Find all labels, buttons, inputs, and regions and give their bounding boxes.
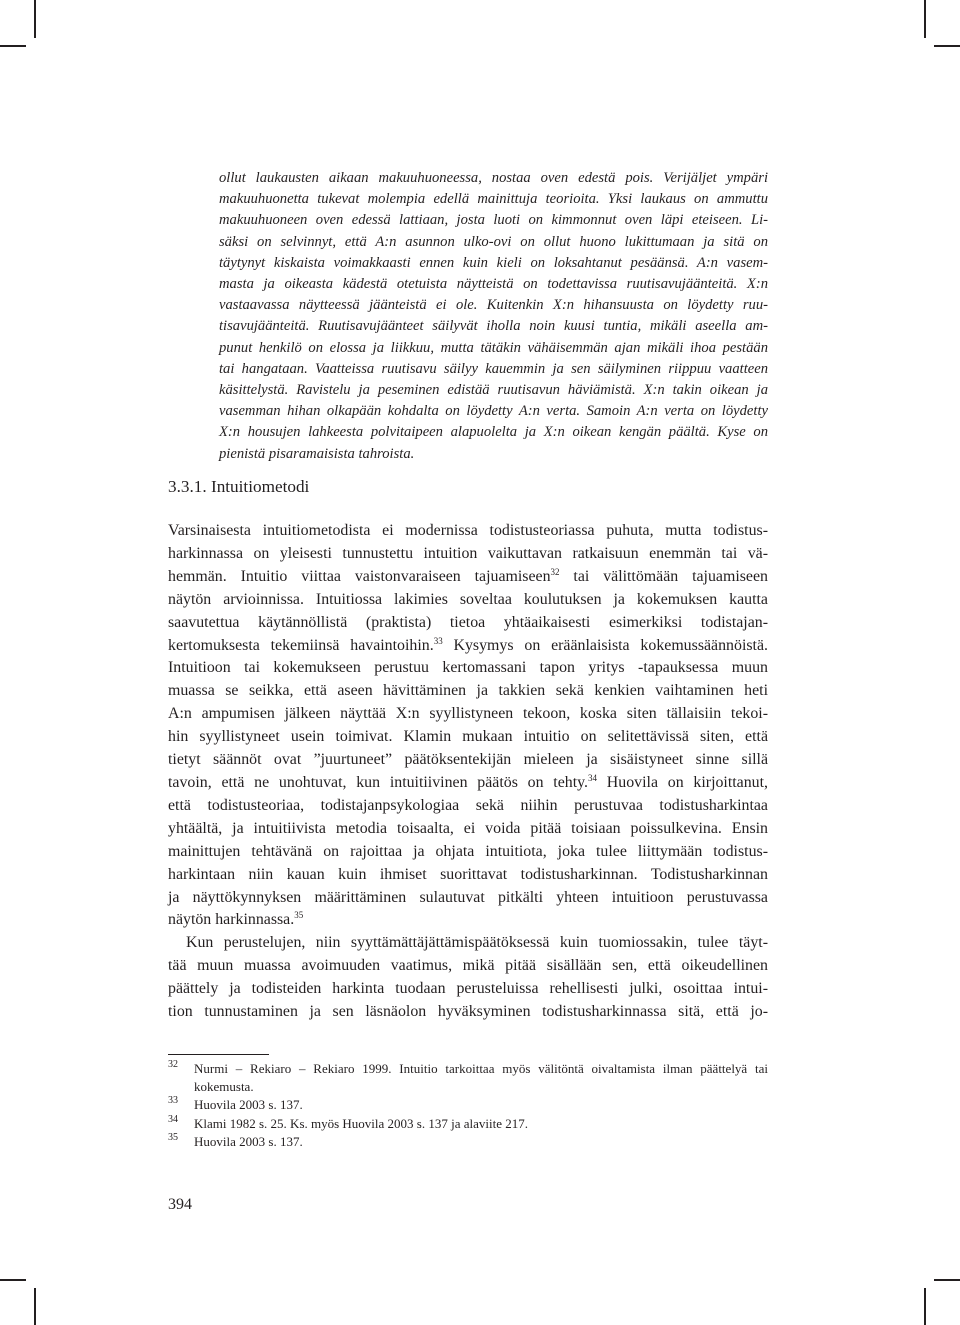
footnote-number: 32 [168, 1059, 178, 1070]
body-line: tavoin, että ne unohtuvat, kun intuitiivinen päätös on tehty.$^{34}$ Huovila on kirjoittanut, [168, 772, 769, 791]
body-line: harkintaan niin kauan kuin ihmiset suorittavat todistusharkinnan. Todistusharkinnan [168, 865, 768, 883]
body-line: mainittujen tehtävänä on rajoittaa ja ohjata intuitiota, joka tulee liittymään todistus- [168, 842, 768, 860]
footnote-32 [168, 1060, 768, 1096]
crop-mark-top-right-horizontal [934, 45, 960, 47]
footnote-number: 34 [168, 1113, 178, 1125]
case-description-quote [219, 168, 768, 465]
footnote-34 [168, 1115, 768, 1133]
body-line: tion tunnustaminen ja sen läsnäolon hyväksyminen todistusharkinnassa sitä, että jo- [168, 1003, 768, 1021]
footnotes [168, 1060, 768, 1151]
crop-mark-bottom-right-vertical [924, 1288, 926, 1325]
crop-mark-top-left-horizontal [0, 45, 26, 47]
footnote-text: Huovila 2003 s. 137. [194, 1133, 303, 1149]
quote-line: täytynyt kiskaista voimakkaasti ennen kuin kieli on loksahtanut pesäänsä. A:n vasem- [219, 254, 768, 271]
body-line: että todistusteoriaa, todistajanpsykologiaa sekä niihin perustuvaa todistusharkintaa [168, 796, 768, 814]
crop-mark-top-left-vertical [34, 0, 36, 38]
quote-line: ollut laukausten aikaan makuuhuoneessa, nostaa oven edestä pois. Verijäljet ympäri [219, 170, 768, 186]
quote-line: vasemman hihan olkapään kohdalta on löydetty A:n verta. Samoin A:n verta on löydetty [219, 403, 768, 420]
footnote-text: Nurmi – Rekiaro – Rekiaro 1999. Intuitio tarkoittaa myös välitöntä oivaltamista ilman päättelyä tai [194, 1061, 768, 1076]
body-line: yhtäältä, ja intuitiivista metodia toisaalta, ei voida pitää toisiaan poissulkevina. Ensin [168, 819, 768, 837]
body-line: kertomuksesta tekemiinsä havaintoihin.$^{33}$ Kysymys on eräänlaisista kokemussäännöistä. [168, 635, 768, 654]
quote-line: käsittelystä. Ravistelu ja peseminen edistää ruutisavun häviämistä. X:n takin oikean ja [219, 382, 768, 399]
section-heading: 3.3.1. Intuitiometodi [168, 477, 310, 496]
body-line: näytön harkinnassa.$^{35}$ [168, 910, 304, 929]
page-number: 394 [168, 1196, 192, 1213]
body-line: ja näyttökynnyksen määrittäminen sulautuvat pitkälti yhteen intuitioon perustuvassa [168, 888, 768, 906]
body-text [168, 520, 768, 1024]
quote-line: pienistä pisaramaisista tahroista. [219, 445, 415, 462]
footnote-number: 35 [168, 1131, 178, 1143]
quote-line: tisavujäänteitä. Ruutisavujäänteet säilyvät iholla noin kuusi tuntia, mikäli aseella am- [219, 318, 768, 335]
crop-mark-top-right-vertical [924, 0, 926, 38]
footnote-number: 33 [168, 1095, 178, 1107]
body-line: hemmän. Intuitio viittaa vaistonvaraiseen tajuamiseen$^{32}$ tai välittömään tajuamiseen [168, 566, 768, 585]
quote-line: vastaavassa näytteessä jäänteistä ei ole. Kuitenkin X:n hihansuusta on löydetty ruu- [219, 297, 768, 314]
crop-mark-bottom-right-horizontal [934, 1279, 960, 1281]
body-line: saavutettua käytännöllistä (praktista) tietoa yhtäaikaisesti esimerkiksi todistajan- [168, 613, 768, 631]
footnote-ref-35[interactable]: 35 [294, 910, 304, 921]
footnote-33 [168, 1096, 768, 1114]
body-line: näytön arvioinnissa. Intuitiossa lakimies soveltaa koulutuksen ja kokemuksen kautta [168, 590, 768, 608]
crop-mark-bottom-left-vertical [34, 1288, 36, 1325]
body-line: tää muun muassa avoimuuden vaatimus, mikä pitää sisällään sen, että oikeudellinen [168, 957, 768, 975]
body-line: Varsinaisesta intuitiometodista ei modernissa todistusteoriassa puhuta, mutta todistus- [168, 522, 768, 539]
footnote-ref-32[interactable]: 32 [550, 566, 560, 577]
footnote-separator [168, 1054, 269, 1055]
footnote-35 [168, 1133, 768, 1151]
footnote-text: kokemusta. [194, 1079, 254, 1095]
quote-line: säksi on selvinnyt, että A:n asunnon ulko-ovi on ollut huono lukittumaan ja sitä on [219, 233, 768, 250]
quote-line: X:n housujen lahkeesta polvitaipeen alapuolelta ja X:n oikean kengän päältä. Kyse on [219, 424, 768, 441]
quote-line: masta ja oikeasta kädestä otetuista näytteistä on todettavissa ruutisavujäänteitä. X:n [219, 276, 768, 293]
footnote-text: Huovila 2003 s. 137. [194, 1097, 303, 1113]
footnote-ref-34[interactable]: 34 [588, 772, 598, 783]
body-line: hin syyllistyneet usein toimivat. Klamin mukaan intuitio on selitettävissä siten, että [168, 728, 768, 746]
body-line: muassa se seikka, että aseen hävittäminen ja takkien sekä kenkien vaihtaminen heti [168, 682, 768, 700]
quote-line: makuuhuoneen oven edessä lattiaan, josta luoti on kimmonnut oven läpi eteiseen. Li- [219, 212, 768, 229]
crop-mark-bottom-left-horizontal [0, 1279, 26, 1281]
body-line: päättely ja todisteiden harkinta tuodaan perusteluissa rehellisesti julki, osoittaa intui- [168, 980, 768, 998]
footnote-text: Klami 1982 s. 25. Ks. myös Huovila 2003 s. 137 ja alaviite 217. [194, 1115, 529, 1131]
body-line: tietyt säännöt ovat ”juurtuneet” päätöksentekijän mieleen ja sisäistyneet sinne sillä [168, 751, 768, 769]
quote-line: punut henkilö on elossa ja liikkuu, mutta tätäkin vähäisemmän ajan mikäli ihoa pestään [219, 339, 768, 356]
body-line: A:n ampumisen jälkeen näyttää X:n syyllistyneen tekoon, koska siten tällaisiin tekoi- [168, 705, 768, 723]
footnote-ref-33[interactable]: 33 [433, 635, 443, 646]
quote-line: makuuhuonetta tukevat molempia edellä mainittuja teorioita. Yksi laukaus on ammuttu [219, 191, 768, 208]
body-line: Intuitioon tai kokemukseen perustuu kertomassani tapon yritys -tapauksessa muun [168, 659, 768, 677]
body-line: Kun perustelujen, niin syyttämättäjättämispäätöksessä kuin tuomiossakin, tulee täyt- [186, 934, 768, 952]
body-line: harkinnassa on yleisesti tunnustettu intuition vaikuttavan ratkaisuun enemmän tai vä- [168, 544, 768, 562]
quote-line: tai hangataan. Vaatteissa ruutisavu säilyy kauemmin ja sen säilyminen riippuu vaatteen [219, 360, 768, 377]
